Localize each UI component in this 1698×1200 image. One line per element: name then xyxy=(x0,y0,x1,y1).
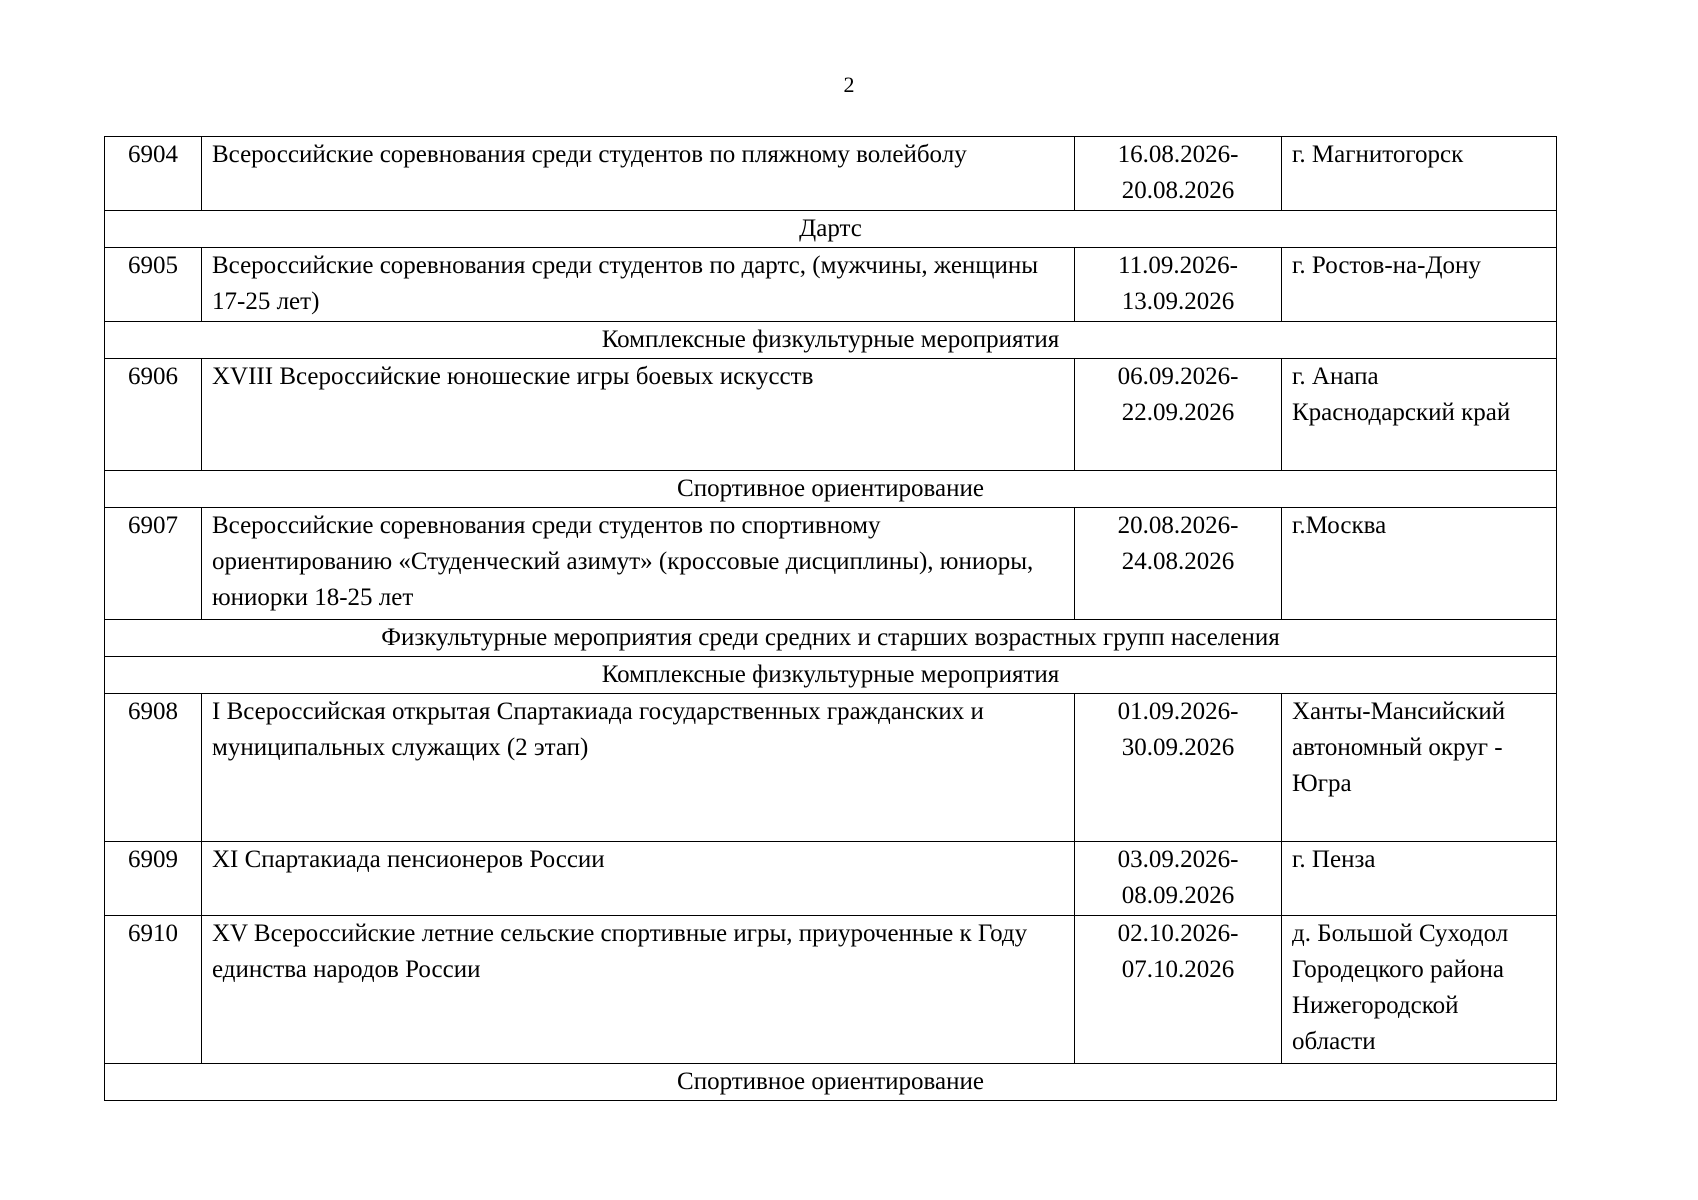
table-row xyxy=(105,248,1557,322)
section-title: Спортивное ориентирование xyxy=(105,1064,1557,1101)
event-dates xyxy=(1075,248,1282,322)
events-table xyxy=(104,136,1557,1101)
page-number: 2 xyxy=(843,72,855,97)
section-title: Комплексные физкультурные мероприятия xyxy=(105,657,1557,694)
table-row xyxy=(105,842,1557,916)
event-place: г. Анапа Краснодарский край xyxy=(1282,359,1557,471)
event-place: д. Большой Суходол Городецкого района Нижегородской области xyxy=(1282,916,1557,1064)
event-number: 6909 xyxy=(105,842,202,916)
event-dates xyxy=(1075,916,1282,1064)
event-number: 6905 xyxy=(105,248,202,322)
date-end: 07.10.2026 xyxy=(1121,956,1235,983)
event-place: г. Магнитогорск xyxy=(1282,137,1557,211)
event-number: 6906 xyxy=(105,359,202,471)
section-title: Спортивное ориентирование xyxy=(105,471,1557,508)
section-header-row xyxy=(105,211,1557,248)
section-title: Комплексные физкультурные мероприятия xyxy=(105,322,1557,359)
section-header-row xyxy=(105,620,1557,657)
event-dates xyxy=(1075,694,1282,842)
date-end: 30.09.2026 xyxy=(1121,734,1235,761)
section-title: Дартс xyxy=(105,211,1557,248)
event-number: 6910 xyxy=(105,916,202,1064)
event-place: г. Ростов-на-Дону xyxy=(1282,248,1557,322)
event-dates xyxy=(1075,359,1282,471)
event-name: Всероссийские соревнования среди студентов по дартс, (мужчины, женщины 17-25 лет) xyxy=(202,248,1075,322)
date-start: 11.09.2026- xyxy=(1118,252,1238,279)
event-dates xyxy=(1075,842,1282,916)
table-row xyxy=(105,508,1557,620)
event-name: Всероссийские соревнования среди студентов по пляжному волейболу xyxy=(202,137,1075,211)
date-end: 20.08.2026 xyxy=(1121,177,1235,204)
event-place: г.Москва xyxy=(1282,508,1557,620)
date-start: 01.09.2026- xyxy=(1117,698,1239,725)
event-place: г. Пенза xyxy=(1282,842,1557,916)
event-name: XVIII Всероссийские юношеские игры боевых искусств xyxy=(202,359,1075,471)
event-number: 6907 xyxy=(105,508,202,620)
event-name: Всероссийские соревнования среди студентов по спортивному ориентированию «Студенческий азимут» (кроссовые дисциплины), юниоры, юниорки 18-25 лет xyxy=(202,508,1075,620)
event-number: 6908 xyxy=(105,694,202,842)
event-dates xyxy=(1075,508,1282,620)
event-name: XI Спартакиада пенсионеров России xyxy=(202,842,1075,916)
table-row xyxy=(105,916,1557,1064)
date-start: 03.09.2026- xyxy=(1117,846,1239,873)
date-end: 08.09.2026 xyxy=(1121,882,1235,909)
date-start: 20.08.2026- xyxy=(1117,512,1239,539)
section-header-row xyxy=(105,322,1557,359)
date-end: 22.09.2026 xyxy=(1121,399,1235,426)
date-start: 06.09.2026- xyxy=(1117,363,1239,390)
event-number: 6904 xyxy=(105,137,202,211)
date-end: 13.09.2026 xyxy=(1121,288,1235,315)
section-header-row xyxy=(105,471,1557,508)
event-dates xyxy=(1075,137,1282,211)
section-header-row xyxy=(105,1064,1557,1101)
date-start: 02.10.2026- xyxy=(1117,920,1239,947)
date-end: 24.08.2026 xyxy=(1121,548,1235,575)
table-row xyxy=(105,694,1557,842)
event-name: XV Всероссийские летние сельские спортивные игры, приуроченные к Году единства народов России xyxy=(202,916,1075,1064)
table-row xyxy=(105,137,1557,211)
table-row xyxy=(105,359,1557,471)
section-header-row xyxy=(105,657,1557,694)
date-start: 16.08.2026- xyxy=(1117,141,1239,168)
event-name: I Всероссийская открытая Спартакиада государственных гражданских и муниципальных служащих (2 этап) xyxy=(202,694,1075,842)
section-title: Физкультурные мероприятия среди средних и старших возрастных групп населения xyxy=(105,620,1557,657)
event-place: Ханты-Мансийский автономный округ - Югра xyxy=(1282,694,1557,842)
